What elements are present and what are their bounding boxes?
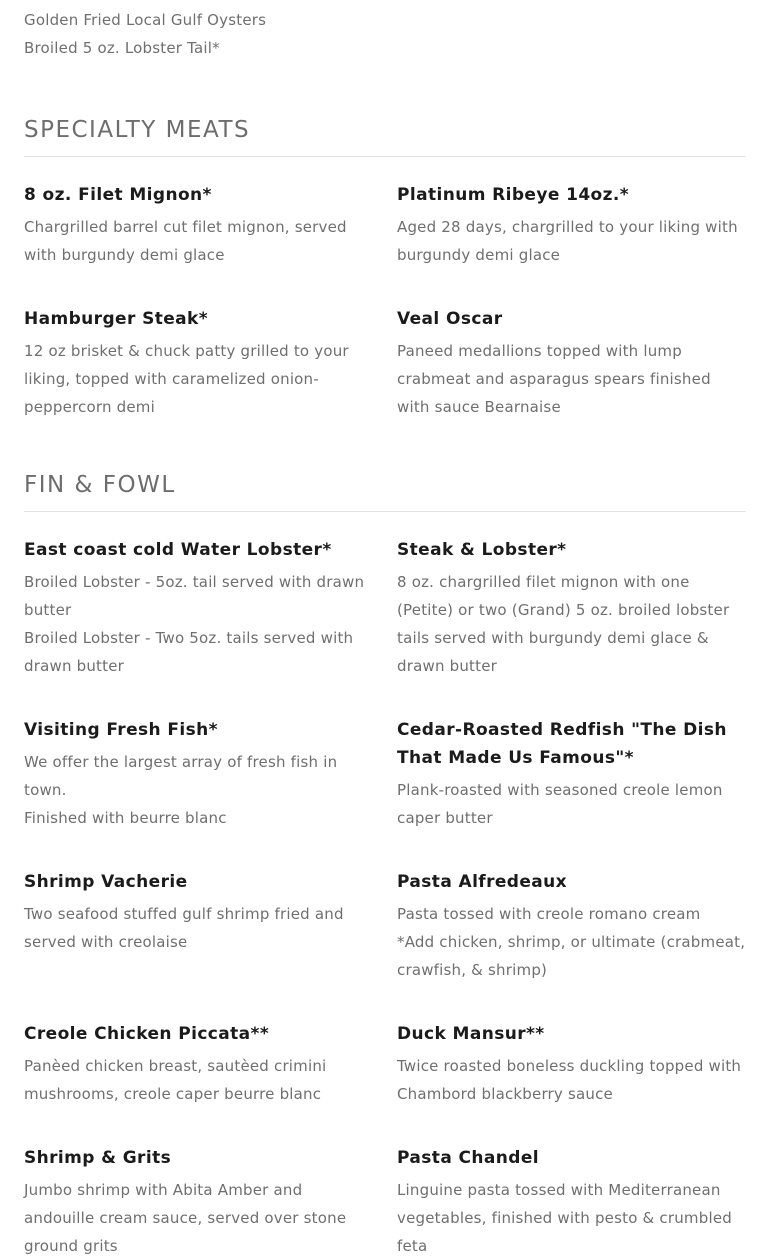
section-divider xyxy=(24,156,746,157)
item-name: Pasta Chandel xyxy=(397,1148,539,1168)
menu-line: Golden Fried Local Gulf Oysters xyxy=(24,11,267,29)
item-description: Aged 28 days, chargrilled to your liking with burgundy demi glace xyxy=(397,218,738,264)
menu-item xyxy=(397,868,746,984)
section-specialty-meats xyxy=(24,113,746,421)
menu-item xyxy=(397,536,746,680)
menu-item xyxy=(397,1144,746,1260)
section-title: FIN & FOWL xyxy=(24,472,176,498)
item-name: 8 oz. Filet Mignon* xyxy=(24,185,212,205)
section-fin-and-fowl xyxy=(24,468,746,1260)
item-description: Broiled Lobster - Two 5oz. tails served with drawn butter xyxy=(24,629,354,675)
item-description: We offer the largest array of fresh fish in town. xyxy=(24,753,338,799)
item-name: Hamburger Steak* xyxy=(24,309,209,329)
menu-item xyxy=(397,1020,746,1108)
menu-grid xyxy=(24,536,746,1260)
item-description: Jumbo shrimp with Abita Amber and andouille cream sauce, served over stone ground grits xyxy=(24,1181,347,1255)
item-description: 8 oz. chargrilled filet mignon with one (Petite) or two (Grand) 5 oz. broiled lobster tails served with burgundy demi glace & drawn butter xyxy=(397,573,730,675)
item-name: Pasta Alfredeaux xyxy=(397,872,568,892)
menu-item xyxy=(24,868,373,984)
menu-content xyxy=(24,0,746,1260)
menu-item xyxy=(24,1020,373,1108)
item-description: *Add chicken, shrimp, or ultimate (crabmeat, crawfish, & shrimp) xyxy=(397,933,746,979)
menu-item xyxy=(397,716,746,832)
menu-item xyxy=(24,181,373,269)
menu-grid xyxy=(24,181,746,421)
item-description: Twice roasted boneless duckling topped with Chambord blackberry sauce xyxy=(397,1057,742,1103)
item-description: Two seafood stuffed gulf shrimp fried and served with creolaise xyxy=(24,905,344,951)
item-description: Pasta tossed with creole romano cream xyxy=(397,905,701,923)
item-description: Paneed medallions topped with lump crabmeat and asparagus spears finished with sauce Bearnaise xyxy=(397,342,711,416)
section-divider xyxy=(24,511,746,512)
item-name: Visiting Fresh Fish* xyxy=(24,720,218,740)
item-description: Finished with beurre blanc xyxy=(24,809,227,827)
menu-line: Broiled 5 oz. Lobster Tail* xyxy=(24,39,220,57)
menu-item xyxy=(24,1144,373,1260)
menu-item xyxy=(24,536,373,680)
item-name: Cedar-Roasted Redfish "The Dish That Made Us Famous"* xyxy=(397,720,727,768)
item-name: Steak & Lobster* xyxy=(397,540,567,560)
item-description: Plank-roasted with seasoned creole lemon caper butter xyxy=(397,781,723,827)
item-name: Platinum Ribeye 14oz.* xyxy=(397,185,630,205)
item-name: Shrimp Vacherie xyxy=(24,872,188,892)
menu-item xyxy=(397,305,746,421)
section-title: SPECIALTY MEATS xyxy=(24,117,251,143)
item-name: Shrimp & Grits xyxy=(24,1148,172,1168)
item-name: Duck Mansur** xyxy=(397,1024,545,1044)
menu-item xyxy=(24,305,373,421)
item-description: Panèed chicken breast, sautèed crimini mushrooms, creole caper beurre blanc xyxy=(24,1057,327,1103)
menu-item xyxy=(24,716,373,832)
item-description: 12 oz brisket & chuck patty grilled to your liking, topped with caramelized onion- peppercorn demi xyxy=(24,342,349,416)
previous-section-tail xyxy=(24,0,746,62)
item-name: East coast cold Water Lobster* xyxy=(24,540,332,560)
item-description: Linguine pasta tossed with Mediterranean vegetables, finished with pesto & crumbled feta xyxy=(397,1181,732,1255)
menu-item xyxy=(397,181,746,269)
item-name: Veal Oscar xyxy=(397,309,503,329)
item-description: Chargrilled barrel cut filet mignon, served with burgundy demi glace xyxy=(24,218,347,264)
item-description: Broiled Lobster - 5oz. tail served with drawn butter xyxy=(24,573,365,619)
item-name: Creole Chicken Piccata** xyxy=(24,1024,270,1044)
